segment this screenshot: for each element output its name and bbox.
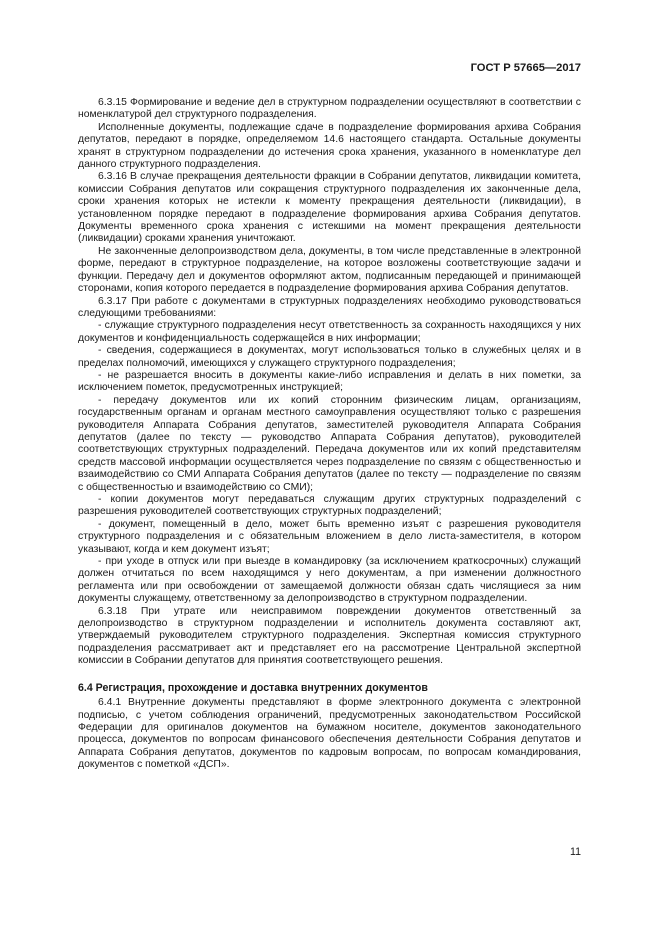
paragraph: 6.4.1 Внутренние документы представляют в форме электронного документа с электронной подписью, с учетом соблюдения ограничений, предусмотренных законодательством Российской Федерации для оригиналов документов на бумажном носителе, документов законодательного процесса, документов по вопросам финансового обеспечения деятельности Собрания депутатов и Аппарата Собрания депутатов, документов по кадровым вопросам, по вопросам командирования, документов с пометкой «ДСП». [78,697,581,771]
list-item: - копии документов могут передаваться служащим других структурных подразделений с разрешения руководителей соответствующих структурных подразделений; [78,494,581,518]
paragraph: 6.3.18 При утрате или неисправимом повреждении документов ответственный за делопроизводство в структурном подразделении и исполнитель документа составляют акт, утверждаемый руководителем структурного подразделения. Экспертная комиссия структурного подразделения рассматривает акт и представляет его на рассмотрение Центральной экспертной комиссии в Собрании депутатов для принятия соответствующего решения. [78,605,581,667]
paragraph: 6.3.17 При работе с документами в структурных подразделениях необходимо руководствоваться следующими требованиями: [78,295,581,319]
list-item: - служащие структурного подразделения несут ответственность за сохранность находящихся у них документов и конфиденциальность содержащейся в них информации; [78,320,581,344]
list-item: - при уходе в отпуск или при выезде в командировку (за исключением краткосрочных) служащий должен отчитаться по всем находящимся у него документам, а при изменении должностного регламента или при освобождении от замещаемой должности обязан сдать числящиеся за ним документы служащему, ответственному за делопроизводство в структурном подразделении. [78,556,581,605]
paragraph: Исполненные документы, подлежащие сдаче в подразделение формирования архива Собрания депутатов, передают в порядке, определяемом 14.6 настоящего стандарта. Остальные документы хранят в структурном подразделении до истечения срока хранения, указанного в номенклатуре дел данного структурного подразделения. [78,121,581,171]
document-body [78,97,581,772]
list-item: - документ, помещенный в дело, может быть временно изъят с разрешения руководителя структурного подразделения и с обязательным вложением в дело листа-заместителя, в котором указывают, когда и кем документ изъят; [78,518,581,555]
paragraph: 6.3.16 В случае прекращения деятельности фракции в Собрании депутатов, ликвидации комитета, комиссии Собрания депутатов или сокращения структурного подразделения их законченные дела, сроки хранения которых не истекли к моменту прекращения деятельности (ликвидации), в установленном порядке передают в подразделение формирования архива Собрания депутатов. Документы временного срока хранения с истекшими на момент прекращения деятельности (ликвидации) сроками хранения уничтожают. [78,171,581,245]
list-item: - сведения, содержащиеся в документах, могут использоваться только в служебных целях и в пределах полномочий, имеющихся у служащего структурного подразделения; [78,345,581,369]
paragraph: 6.3.15 Формирование и ведение дел в структурном подразделении осуществляют в соответствии с номенклатурой дел структурного подразделения. [78,97,581,121]
section-heading: 6.4 Регистрация, прохождение и доставка внутренних документов [78,681,428,694]
page-number: 11 [570,846,581,858]
list-item: - не разрешается вносить в документы какие-либо исправления и делать в них пометки, за исключением пометок, предусмотренных инструкцией; [78,369,581,394]
list-item: - передачу документов или их копий сторонним физическим лицам, организациям, государственным органам и органам местного самоуправления осуществляют только с разрешения руководителя Аппарата Собрания депутатов, заместителей руководителя Аппарата Собрания депутатов (далее по тексту — руководство Аппарата Собрания депутатов), руководителей соответствующих структурных подразделений. Передача документов или их копий представителям средств массовой информации осуществляется через подразделение по связям с общественностью и взаимодействию со СМИ Аппарата Собрания депутатов (далее по тексту — подразделение по связям с общественностью и взаимодействию со СМИ); [78,394,581,493]
paragraph: Не законченные делопроизводством дела, документы, в том числе представленные в электронной форме, передают в структурное подразделение, на которое возложены соответствующие задачи и функции. Передачу дел и документов оформляют актом, подписанным передающей и принимающей сторонами, копия которого передается в подразделение формирования архива Собрания депутатов. [78,245,581,295]
document-header-code: ГОСТ Р 57665—2017 [470,62,581,74]
